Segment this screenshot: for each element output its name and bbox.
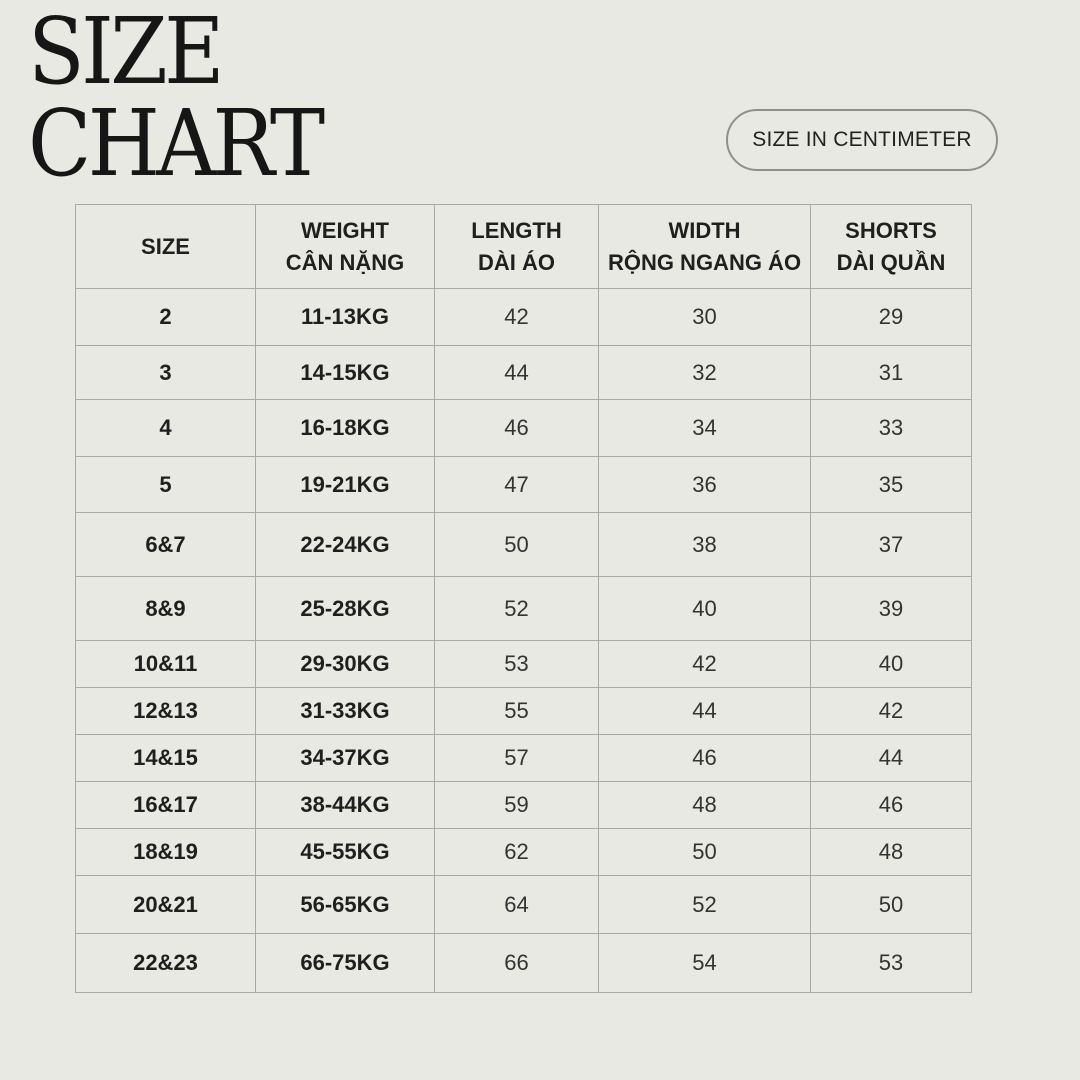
shorts-cell: 53 [811,934,972,993]
size-cell: 14&15 [76,735,256,782]
length-cell: 44 [435,346,599,400]
width-cell: 50 [599,829,811,876]
size-cell: 3 [76,346,256,400]
width-cell: 40 [599,577,811,641]
table-row [76,289,972,346]
shorts-cell: 35 [811,457,972,513]
length-cell: 46 [435,400,599,457]
length-cell: 42 [435,289,599,346]
width-cell: 48 [599,782,811,829]
weight-cell: 66-75KG [256,934,435,993]
width-cell: 46 [599,735,811,782]
weight-cell: 45-55KG [256,829,435,876]
shorts-cell: 46 [811,782,972,829]
table-row [76,829,972,876]
header-label: SHORTS [845,217,937,243]
table-row [76,457,972,513]
table-body [76,289,972,993]
table-row [76,641,972,688]
header-label: WEIGHT [301,217,389,243]
table-row [76,735,972,782]
width-cell: 42 [599,641,811,688]
size-cell: 2 [76,289,256,346]
size-cell: 12&13 [76,688,256,735]
shorts-cell: 37 [811,513,972,577]
size-cell: 5 [76,457,256,513]
header-label-vi: DÀI ÁO [478,249,555,275]
weight-cell: 14-15KG [256,346,435,400]
shorts-cell: 31 [811,346,972,400]
table-row [76,782,972,829]
weight-cell: 11-13KG [256,289,435,346]
shorts-cell: 33 [811,400,972,457]
header-label-vi: DÀI QUẦN [836,249,946,275]
header-shorts [811,205,972,289]
width-cell: 38 [599,513,811,577]
length-cell: 57 [435,735,599,782]
table-row [76,346,972,400]
length-cell: 66 [435,934,599,993]
length-cell: 59 [435,782,599,829]
size-cell: 20&21 [76,876,256,934]
size-cell: 8&9 [76,577,256,641]
shorts-cell: 40 [811,641,972,688]
size-cell: 22&23 [76,934,256,993]
weight-cell: 29-30KG [256,641,435,688]
shorts-cell: 29 [811,289,972,346]
length-cell: 55 [435,688,599,735]
size-cell: 16&17 [76,782,256,829]
header-label: SIZE [141,233,190,259]
shorts-cell: 50 [811,876,972,934]
shorts-cell: 44 [811,735,972,782]
header-size [76,205,256,289]
size-cell: 18&19 [76,829,256,876]
table-row [76,577,972,641]
size-cell: 10&11 [76,641,256,688]
width-cell: 36 [599,457,811,513]
table-header-row [76,205,972,289]
width-cell: 34 [599,400,811,457]
weight-cell: 34-37KG [256,735,435,782]
page-title-line-1: SIZE [28,0,222,105]
shorts-cell: 42 [811,688,972,735]
weight-cell: 38-44KG [256,782,435,829]
length-cell: 64 [435,876,599,934]
table-row [76,400,972,457]
size-cell: 4 [76,400,256,457]
header-label: LENGTH [471,217,562,243]
width-cell: 32 [599,346,811,400]
size-table [75,204,972,993]
table-row [76,876,972,934]
length-cell: 47 [435,457,599,513]
shorts-cell: 39 [811,577,972,641]
width-cell: 54 [599,934,811,993]
header-label: WIDTH [668,217,741,243]
length-cell: 62 [435,829,599,876]
width-cell: 52 [599,876,811,934]
page-title-line-2: CHART [28,90,322,197]
header-label-vi: CÂN NẶNG [285,249,405,275]
header-label-vi: RỘNG NGANG ÁO [607,249,802,275]
table-row [76,688,972,735]
size-cell: 6&7 [76,513,256,577]
unit-badge: SIZE IN CENTIMETER [726,109,998,171]
weight-cell: 22-24KG [256,513,435,577]
weight-cell: 56-65KG [256,876,435,934]
header-weight [256,205,435,289]
header-length [435,205,599,289]
shorts-cell: 48 [811,829,972,876]
header-width [599,205,811,289]
weight-cell: 16-18KG [256,400,435,457]
width-cell: 30 [599,289,811,346]
table-row [76,513,972,577]
length-cell: 53 [435,641,599,688]
weight-cell: 31-33KG [256,688,435,735]
length-cell: 50 [435,513,599,577]
length-cell: 52 [435,577,599,641]
width-cell: 44 [599,688,811,735]
weight-cell: 25-28KG [256,577,435,641]
weight-cell: 19-21KG [256,457,435,513]
table-row [76,934,972,993]
